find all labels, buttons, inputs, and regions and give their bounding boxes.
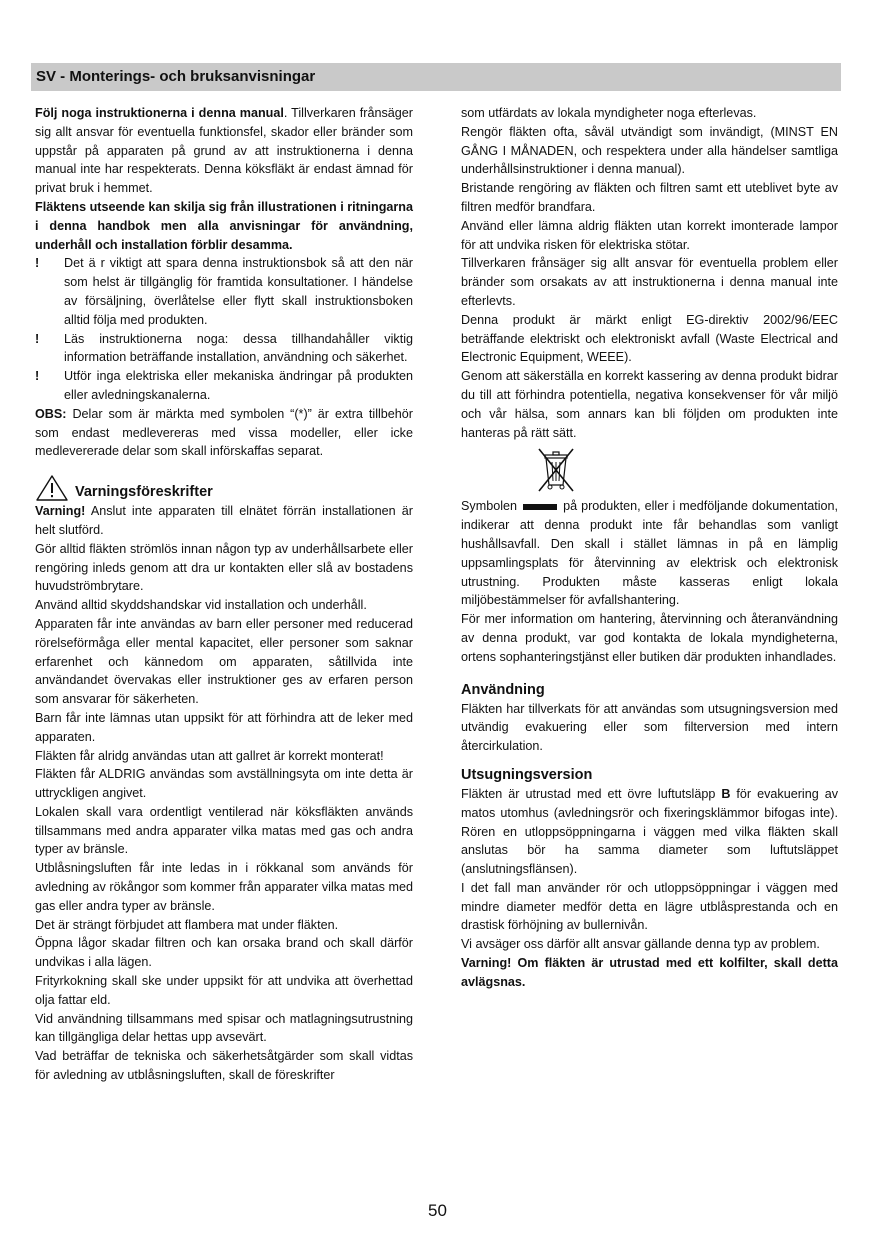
symbol-paragraph — [461, 497, 838, 610]
recycling-info: För mer information om hantering, återvinning och återanvändning av denna produkt, var god kontakta de lokala myndigheterna, ortens sophanteringstjänst eller butiken där produkten inhandlades. — [461, 612, 838, 664]
warning-paragraph: Fläkten får alridg användas utan att gallret är korrekt monterat! — [35, 748, 384, 763]
body-paragraph: Använd eller lämna aldrig fläkten utan korrekt imonterade lampor för att undvika risken för elektriska stötar. — [461, 218, 838, 252]
body-paragraph: Rengör fläkten ofta, såväl utvändigt som invändigt, (MINST EN GÅNG I MÅNADEN, och respektera under alla händelser samtliga underhållsinstruktioner i denna manual). — [461, 124, 838, 177]
extraction-paragraph-3: Vi avsäger oss därför allt ansvar gällande denna typ av problem. — [461, 937, 820, 952]
section-title: SV - Monterings- och bruksanvisningar — [36, 68, 316, 85]
warning-paragraph: Vad beträffar de tekniska och säkerhetsåtgärder som skall vidtas för avledning av utblåsningsluften, skall de föreskrifter — [35, 1049, 413, 1083]
extraction-title: Utsugningsversion — [461, 766, 593, 783]
warning-paragraph: Apparaten får inte användas av barn eller personer med reducerad rörelseförmåga eller mental kapacitet, eller personer som saknar erfarenhet och kännedom om apparaten, såtillvida inte användandet övervakas eller instruktioner ges av erfaren person som ansvarar för säkerheten. — [35, 616, 413, 707]
warning-paragraph: Fläkten får ALDRIG användas som avställningsyta om inte detta är uttryckligen angivet. — [35, 767, 413, 801]
body-paragraph: Bristande rengöring av fläkten och filtren samt ett uteblivet byte av filtren medför brandfara. — [461, 181, 838, 214]
extraction-text-a: Fläkten är utrustad med ett övre luftutsläpp — [461, 786, 722, 801]
bullet-text: Det ä r viktigt att spara denna instruktionsbok så att den när som helst är tillgänglig för framtida konsultationer. I händelse av försäljning, överlåtelse eller flytt skall instruktionsboken alltid följa med produkten. — [64, 256, 413, 327]
body-paragraph: Denna produkt är märkt enligt EG-direktiv 2002/96/EEC beträffande elektriskt och elektroniskt avfall (Waste Electrical and Electronic Equipment, WEEE). — [461, 312, 838, 365]
warnings-title: Varningsföreskrifter — [75, 484, 213, 501]
page-number: 50 — [428, 1201, 447, 1220]
intro-rest: . Tillverkaren frånsäger sig allt ansvar för eventuella funktionsfel, skador eller bränder som uppstår på apparaten på grund av att instruktionerna i denna manual inte har respekterats. Denna köksfläkt är endast ämnad för privat bruk i hemmet. — [35, 106, 413, 196]
warning-label: Varning! — [35, 504, 86, 519]
right-column — [461, 104, 838, 992]
body-paragraph: som utfärdats av lokala myndigheter noga efterlevas. — [461, 106, 757, 120]
warning-paragraph: Utblåsningsluften får inte ledas in i rökkanal som används för avledning av rökångor som kommer från apparater vilka matas med gas eller andra typer av bränsle. — [35, 861, 413, 913]
warning-triangle-icon — [35, 474, 69, 502]
section-header-bar — [31, 63, 841, 91]
body-paragraph: Genom att säkerställa en korrekt kassering av denna produkt bidrar du till att förhindra potentiella, negativa konsekvenser för vår miljö och vår hälsa, som annars kan bli följden om produkten inte hanteras på rätt sätt. — [461, 369, 838, 440]
crossed-out-bin-icon — [535, 447, 577, 493]
symbol-prefix: Symbolen — [461, 499, 518, 514]
warning-first-paragraph — [35, 502, 413, 540]
bullet-item — [35, 367, 413, 405]
warning-paragraph: Öppna lågor skadar filtren och kan orsaka brand och skall därför undvikas i alla lägen. — [35, 936, 413, 970]
appearance-note: Fläktens utseende kan skilja sig från illustrationen i ritningarna i denna handbok men alla anvisningar för användning, underhåll och installation förblir desamma. — [35, 199, 413, 252]
weee-bar-icon — [523, 504, 557, 510]
usage-text: Fläkten har tillverkats för att användas som utsugningsversion med utvändig evakuering eller som filterversion med intern återcirkulation. — [461, 701, 838, 754]
extraction-text-b: för evakuering av matos utomhus (avledningsrör och fixeringsklämmor bifogas inte). Rören en utloppsöppningarna i väggen med vilka fläkten skall anslutas bör ha samma diameter som luftutsläppet (anslutningsflänsen). — [461, 786, 839, 877]
bullet-text: Utför inga elektriska eller mekaniska ändringar på produkten eller avledningskanalerna. — [64, 369, 413, 402]
extraction-paragraph — [461, 785, 838, 879]
carbon-filter-warning: Varning! Om fläkten är utrustad med ett kolfilter, skall detta avlägsnas. — [461, 956, 838, 989]
warning-paragraph: Gör alltid fläkten strömlös innan någon typ av underhållsarbete eller rengöring inleds genom att dra ur kontakten eller slå av bostadens huvudströmbrytare. — [35, 541, 413, 594]
obs-text: Delar som är märkta med symbolen “(*)” är extra tillbehör som endast medlevereras med vissa modeller, eller icke medlevererade delar som skall införskaffas separat. — [35, 406, 413, 459]
weee-symbol — [461, 447, 838, 497]
intro-paragraph — [35, 104, 413, 198]
bullet-item — [35, 330, 413, 368]
bullet-item — [35, 254, 413, 329]
warning-paragraph: Använd alltid skyddshandskar vid installation och underhåll. — [35, 598, 367, 613]
obs-label: OBS: — [35, 406, 67, 421]
usage-title: Användning — [461, 681, 545, 698]
warnings-heading — [35, 474, 413, 502]
warning-paragraph: Vid användning tillsammans med spisar och matlagningsutrustning kan tillgängliga delar hettas upp avsevärt. — [35, 1011, 413, 1045]
extraction-paragraph-2: I det fall man använder rör och utloppsöppningar i väggen med mindre diameter medför detta en lägre utblåsprestanda och en drastisk förhöjning av bullernivån. — [461, 880, 838, 933]
intro-bold: Följ noga instruktionerna i denna manual — [35, 106, 284, 120]
warning-paragraph: Det är strängt förbjudet att flambera mat under fläkten. — [35, 917, 339, 932]
obs-paragraph — [35, 405, 413, 461]
bullet-mark: ! — [35, 369, 40, 384]
left-column — [35, 104, 413, 1085]
warning-paragraph: Lokalen skall vara ordentligt ventilerad när köksfläkten används tillsammans med andra apparater vilka matas med gas och andra typer av bränsle. — [35, 804, 413, 857]
body-paragraph: Tillverkaren frånsäger sig allt ansvar för eventuella problem eller bränder som orsakats av att instruktionerna i denna manual inte efterlevts. — [461, 256, 838, 308]
bullet-mark: ! — [35, 256, 40, 271]
bullet-text: Läs instruktionerna noga: dessa tillhandahåller viktig information beträffande installation, användning och säkerhet. — [64, 331, 413, 365]
warning-first-text: Anslut inte apparaten till elnätet förrän installationen är helt slutförd. — [35, 504, 413, 537]
warning-paragraph: Barn får inte lämnas utan uppsikt för att förhindra att de leker med apparaten. — [35, 710, 413, 744]
symbol-suffix: på produkten, eller i medföljande dokumentation, indikerar att denna produkt inte får behandlas som vanligt hushållsavfall. Den skall i stället lämnas in på en lämplig uppsamlingsplats för återvinning av elektrisk och elektronisk utrustning. Produkten måste kasseras enligt lokala miljöbestämmelser för avfallshantering. — [461, 499, 839, 608]
extraction-b-label: B — [721, 786, 731, 801]
warning-paragraph: Frityrkokning skall ske under uppsikt för att undvika att överhettad olja fattar eld. — [35, 974, 413, 1007]
bullet-mark: ! — [35, 331, 40, 346]
